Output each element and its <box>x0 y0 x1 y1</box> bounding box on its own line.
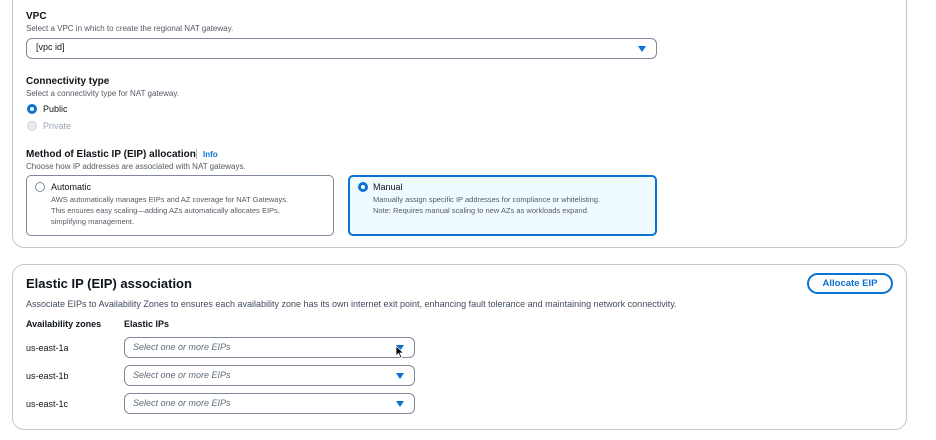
eip-method-manual-card[interactable] <box>348 175 657 236</box>
manual-description-line: Manually assign specific IP addresses for compliance or whitelisting. <box>373 195 601 204</box>
radio-automatic[interactable] <box>35 182 45 192</box>
automatic-title: Automatic <box>51 182 92 192</box>
automatic-description-line: This ensures easy scaling—adding AZs automatically allocates EIPs, <box>51 206 280 215</box>
eip-select[interactable] <box>124 337 415 358</box>
column-header-eips: Elastic IPs <box>124 319 170 329</box>
radio-manual[interactable] <box>358 182 368 192</box>
manual-description-line: Note: Requires manual scaling to new AZs as workloads expand. <box>373 206 589 215</box>
eip-association-description: Associate EIPs to Availability Zones to ensures each availability zone has its own internet exit point, enhancing fault tolerance and maintaining network connectivity. <box>26 299 677 309</box>
eip-select-placeholder: Select one or more EIPs <box>133 370 231 380</box>
eip-association-title: Elastic IP (EIP) association <box>26 276 192 291</box>
mouse-pointer-icon <box>395 345 405 359</box>
manual-title: Manual <box>373 182 403 192</box>
eip-method-label: Method of Elastic IP (EIP) allocation <box>26 149 196 160</box>
vpc-select[interactable] <box>26 38 657 59</box>
az-label: us-east-1c <box>26 399 69 409</box>
caret-down-icon <box>396 401 404 407</box>
vpc-select-value: [vpc id] <box>36 42 65 52</box>
vpc-label: VPC <box>26 11 47 22</box>
column-header-az: Availability zones <box>26 319 102 329</box>
radio-private-label: Private <box>43 121 72 131</box>
allocate-eip-button[interactable]: Allocate EIP <box>807 273 893 294</box>
caret-down-icon <box>638 46 646 52</box>
az-label: us-east-1a <box>26 343 69 353</box>
eip-method-info-link[interactable]: Info <box>203 150 218 159</box>
radio-public-label: Public <box>43 104 68 114</box>
eip-select-placeholder: Select one or more EIPs <box>133 398 231 408</box>
vpc-description: Select a VPC in which to create the regional NAT gateway. <box>26 24 234 33</box>
radio-public[interactable] <box>27 104 37 114</box>
info-separator <box>196 149 197 159</box>
caret-down-icon <box>396 373 404 379</box>
automatic-description-line: simplifying management. <box>51 217 134 226</box>
radio-private <box>27 121 37 131</box>
eip-select-placeholder: Select one or more EIPs <box>133 342 231 352</box>
eip-select[interactable] <box>124 393 415 414</box>
automatic-description-line: AWS automatically manages EIPs and AZ coverage for NAT Gateways. <box>51 195 289 204</box>
eip-method-automatic-card[interactable] <box>26 175 334 236</box>
az-label: us-east-1b <box>26 371 69 381</box>
eip-select[interactable] <box>124 365 415 386</box>
connectivity-type-label: Connectivity type <box>26 76 110 87</box>
connectivity-type-description: Select a connectivity type for NAT gateway. <box>26 89 179 98</box>
eip-method-description: Choose how IP addresses are associated with NAT gateways. <box>26 162 246 171</box>
